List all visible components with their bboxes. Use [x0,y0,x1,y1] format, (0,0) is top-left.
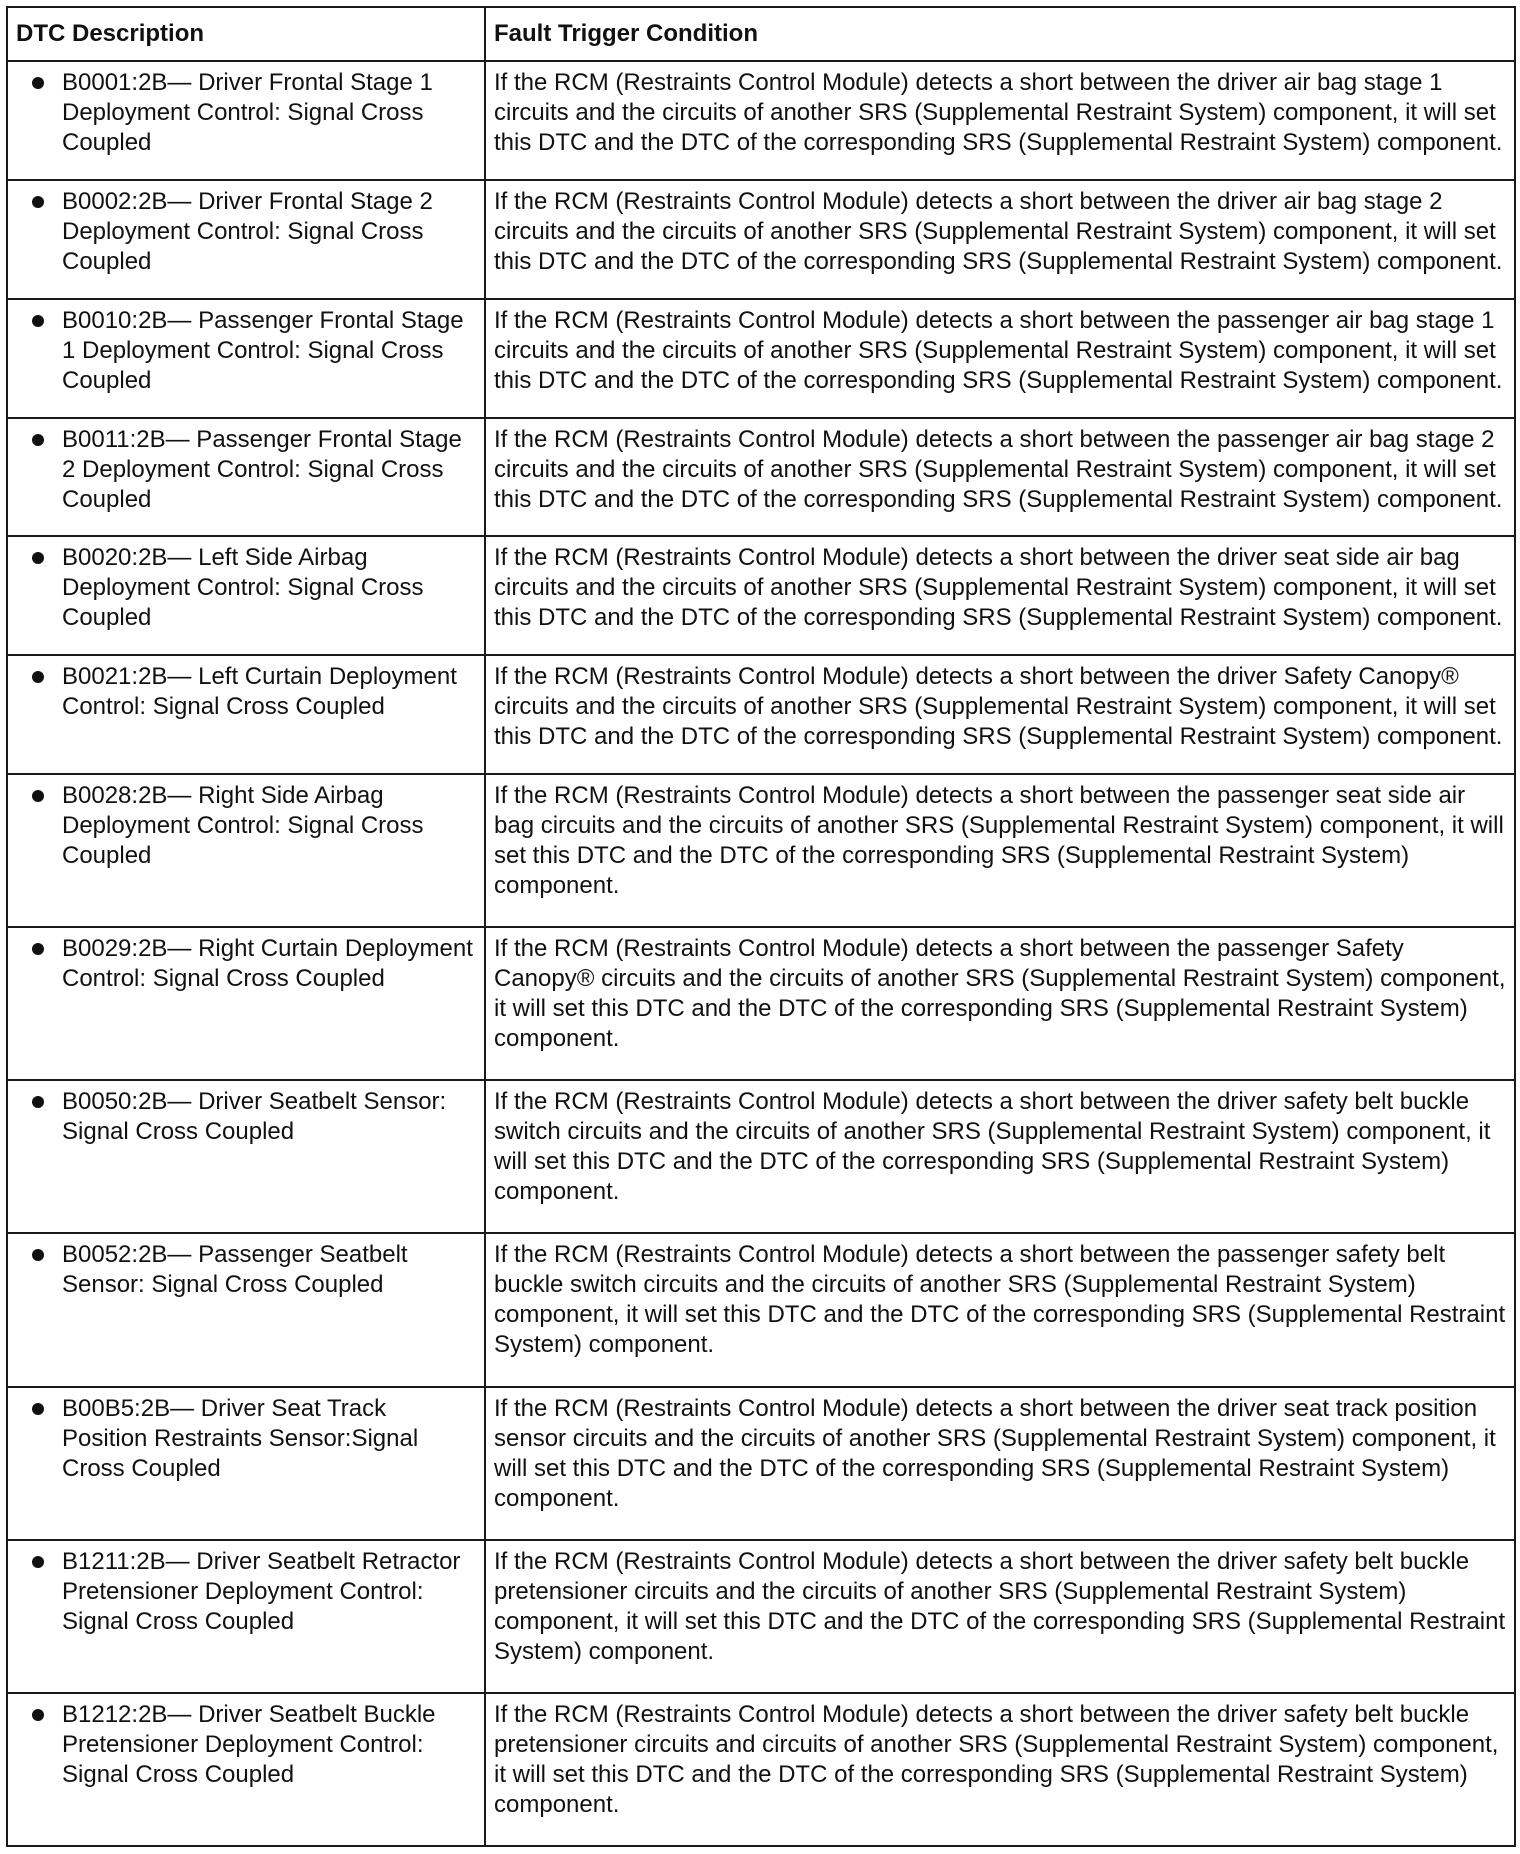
dtc-description: B0001:2B— Driver Frontal Stage 1 Deployment Control: Signal Cross Coupled [62,69,433,156]
dtc-description: B0028:2B— Right Side Airbag Deployment Control: Signal Cross Coupled [62,782,424,870]
dtc-description: B0029:2B— Right Curtain Deployment Control: Signal Cross Coupled [62,935,473,993]
fault-condition: If the RCM (Restraints Control Module) detects a short between the passenger seat side air bag circuits and the circuits of another SRS (Supplemental Restraint System) component, it will set this DTC and the DTC of the corresponding SRS (Supplemental Restraint System) component. [494,782,1504,900]
bullet-icon [32,1556,44,1568]
dtc-description-cell [7,1387,485,1540]
bullet-icon [32,1096,44,1108]
fault-condition: If the RCM (Restraints Control Module) detects a short between the driver safety belt buckle switch circuits and the circuits of another SRS (Supplemental Restraint System) component, it will set this DTC and the DTC of the corresponding SRS (Supplemental Restraint System) component. [494,1088,1491,1206]
table-row [7,774,1515,927]
dtc-description: B1211:2B— Driver Seatbelt Retractor Pretensioner Deployment Control: Signal Cross Coupled [62,1547,461,1635]
bullet-icon [32,671,44,683]
fault-condition-cell [485,180,1515,299]
table-row [7,1693,1515,1846]
header-dtc-description: DTC Description [7,7,485,61]
dtc-description-cell [7,299,485,418]
bullet-icon [32,77,44,89]
fault-condition: If the RCM (Restraints Control Module) detects a short between the driver safety belt buckle pretensioner circuits and circuits of another SRS (Supplemental Restraint System) component, it will set this DTC and the DTC of the corresponding SRS (Supplemental Restraint System) component. [494,1700,1499,1818]
fault-condition-cell [485,418,1515,537]
table-row [7,1233,1515,1386]
fault-condition: If the RCM (Restraints Control Module) detects a short between the driver safety belt buckle pretensioner circuits and the circuits of another SRS (Supplemental Restraint System) component, it will set this DTC and the DTC of the corresponding SRS (Supplemental Restraint System) component. [494,1547,1506,1665]
dtc-description: B0002:2B— Driver Frontal Stage 2 Deployment Control: Signal Cross Coupled [62,187,433,275]
dtc-description: B1212:2B— Driver Seatbelt Buckle Pretensioner Deployment Control: Signal Cross Coupled [62,1700,436,1788]
fault-condition-cell [485,536,1515,655]
dtc-description-cell [7,61,485,180]
dtc-table [6,6,1516,1847]
dtc-description: B00B5:2B— Driver Seat Track Position Restraints Sensor:Signal Cross Coupled [62,1394,419,1482]
fault-condition-cell [485,774,1515,927]
fault-condition: If the RCM (Restraints Control Module) detects a short between the driver seat track position sensor circuits and the circuits of another SRS (Supplemental Restraint System) component, it will set this DTC and the DTC of the corresponding SRS (Supplemental Restraint System) component. [494,1394,1496,1512]
fault-condition-cell [485,299,1515,418]
fault-condition: If the RCM (Restraints Control Module) detects a short between the driver air bag stage 2 circuits and the circuits of another SRS (Supplemental Restraint System) component, it will set this DTC and the DTC of the corresponding SRS (Supplemental Restraint System) component. [494,187,1503,275]
dtc-description: B0021:2B— Left Curtain Deployment Control: Signal Cross Coupled [62,663,457,721]
dtc-description-cell [7,1233,485,1386]
fault-condition: If the RCM (Restraints Control Module) detects a short between the driver Safety Canopy® circuits and the circuits of another SRS (Supplemental Restraint System) component, it will set this DTC and the DTC of the corresponding SRS (Supplemental Restraint System) component. [494,663,1503,751]
fault-condition: If the RCM (Restraints Control Module) detects a short between the driver seat side air bag circuits and the circuits of another SRS (Supplemental Restraint System) component, it will set this DTC and the DTC of the corresponding SRS (Supplemental Restraint System) component. [494,544,1503,632]
table-row [7,299,1515,418]
dtc-description-cell [7,180,485,299]
fault-condition: If the RCM (Restraints Control Module) detects a short between the passenger Safety Canopy® circuits and the circuits of another SRS (Supplemental Restraint System) component, it will set this DTC and the DTC of the corresponding SRS (Supplemental Restraint System) component. [494,935,1506,1053]
bullet-icon [32,1249,44,1261]
dtc-description-cell [7,418,485,537]
bullet-icon [32,790,44,802]
fault-condition: If the RCM (Restraints Control Module) detects a short between the passenger air bag stage 1 circuits and the circuits of another SRS (Supplemental Restraint System) component, it will set this DTC and the DTC of the corresponding SRS (Supplemental Restraint System) component. [494,306,1503,394]
fault-condition: If the RCM (Restraints Control Module) detects a short between the passenger air bag stage 2 circuits and the circuits of another SRS (Supplemental Restraint System) component, it will set this DTC and the DTC of the corresponding SRS (Supplemental Restraint System) component. [494,425,1503,513]
fault-condition-cell [485,927,1515,1080]
dtc-description-cell [7,536,485,655]
dtc-description-cell [7,1080,485,1233]
fault-condition-cell [485,1080,1515,1233]
bullet-icon [32,434,44,446]
table-row [7,418,1515,537]
dtc-description-cell [7,655,485,774]
dtc-description: B0050:2B— Driver Seatbelt Sensor: Signal Cross Coupled [62,1088,447,1146]
table-row [7,1540,1515,1693]
fault-condition-cell [485,61,1515,180]
fault-condition: If the RCM (Restraints Control Module) detects a short between the passenger safety belt buckle switch circuits and the circuits of another SRS (Supplemental Restraint System) component, it will set this DTC and the DTC of the corresponding SRS (Supplemental Restraint System) component. [494,1241,1506,1359]
dtc-description: B0010:2B— Passenger Frontal Stage 1 Deployment Control: Signal Cross Coupled [62,306,464,394]
bullet-icon [32,196,44,208]
dtc-description-cell [7,927,485,1080]
dtc-description: B0052:2B— Passenger Seatbelt Sensor: Signal Cross Coupled [62,1241,408,1299]
dtc-description-cell [7,1540,485,1693]
bullet-icon [32,552,44,564]
table-row [7,1387,1515,1540]
fault-condition-cell [485,1233,1515,1386]
fault-condition-cell [485,1693,1515,1846]
bullet-icon [32,943,44,955]
table-row [7,536,1515,655]
fault-condition-cell [485,655,1515,774]
table-header-row [7,7,1515,61]
table-row [7,655,1515,774]
table-row [7,180,1515,299]
dtc-description-cell [7,774,485,927]
table-row [7,1080,1515,1233]
dtc-description-cell [7,1693,485,1846]
bullet-icon [32,315,44,327]
fault-condition-cell [485,1540,1515,1693]
dtc-description: B0020:2B— Left Side Airbag Deployment Control: Signal Cross Coupled [62,544,424,632]
bullet-icon [32,1709,44,1721]
header-fault-trigger-condition: Fault Trigger Condition [485,7,1515,61]
fault-condition-cell [485,1387,1515,1540]
table-row [7,61,1515,180]
bullet-icon [32,1403,44,1415]
dtc-description: B0011:2B— Passenger Frontal Stage 2 Deployment Control: Signal Cross Coupled [62,425,462,513]
table-row [7,927,1515,1080]
fault-condition: If the RCM (Restraints Control Module) detects a short between the driver air bag stage 1 circuits and the circuits of another SRS (Supplemental Restraint System) component, it will set this DTC and the DTC of the corresponding SRS (Supplemental Restraint System) component. [494,69,1503,156]
